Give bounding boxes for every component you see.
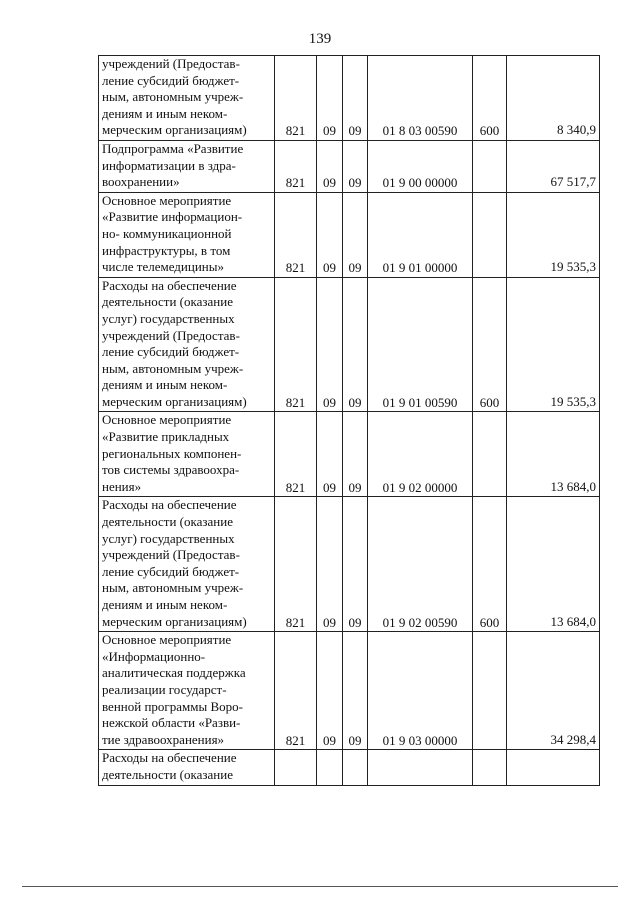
table-row xyxy=(99,412,600,497)
table-row xyxy=(99,140,600,192)
table-row xyxy=(99,632,600,750)
amount-value: 19 535,3 xyxy=(507,277,600,412)
ministry-code: 821 xyxy=(275,56,317,141)
ministry-code: 821 xyxy=(275,140,317,192)
row-name: Расходы на обеспечение деятельности (оказание xyxy=(102,750,237,782)
subsection-code: 09 xyxy=(343,56,368,141)
subsection-code: 09 xyxy=(343,497,368,632)
ministry-code xyxy=(275,750,317,785)
expense-type-code xyxy=(473,140,507,192)
subsection-code xyxy=(343,750,368,785)
amount-value: 34 298,4 xyxy=(507,632,600,750)
amount-value: 67 517,7 xyxy=(507,140,600,192)
section-code: 09 xyxy=(317,497,343,632)
amount-value: 13 684,0 xyxy=(507,412,600,497)
amount-value xyxy=(507,750,600,785)
target-item-code: 01 9 03 00000 xyxy=(368,632,473,750)
row-name: Расходы на обеспечение деятельности (оказание услуг) государственных учреждений (Предостав- ление субсидий бюджет- ным, автономным учреж- дениям и иным неком- мерческим организациям) xyxy=(102,277,247,409)
expense-type-code: 600 xyxy=(473,497,507,632)
target-item-code: 01 9 01 00590 xyxy=(368,277,473,412)
expense-type-code xyxy=(473,412,507,497)
section-code: 09 xyxy=(317,412,343,497)
table-row xyxy=(99,750,600,785)
section-code: 09 xyxy=(317,632,343,750)
target-item-code: 01 9 02 00590 xyxy=(368,497,473,632)
table-row xyxy=(99,277,600,412)
amount-value: 8 340,9 xyxy=(507,56,600,141)
table-row xyxy=(99,56,600,141)
table-row xyxy=(99,192,600,277)
expense-type-code: 600 xyxy=(473,277,507,412)
ministry-code: 821 xyxy=(275,632,317,750)
section-code: 09 xyxy=(317,140,343,192)
target-item-code xyxy=(368,750,473,785)
row-name: учреждений (Предостав- ление субсидий бюджет- ным, автономным учреж- дениям и иным неком- мерческим организациям) xyxy=(102,56,247,138)
target-item-code: 01 8 03 00590 xyxy=(368,56,473,141)
row-name: Подпрограмма «Развитие информатизации в здра- воохранении» xyxy=(102,140,244,190)
ministry-code: 821 xyxy=(275,412,317,497)
target-item-code: 01 9 01 00000 xyxy=(368,192,473,277)
table-row xyxy=(99,497,600,632)
row-name: Расходы на обеспечение деятельности (оказание услуг) государственных учреждений (Предостав- ление субсидий бюджет- ным, автономным учреж- дениям и иным неком- мерческим организациям) xyxy=(102,497,247,629)
subsection-code: 09 xyxy=(343,140,368,192)
expense-type-code xyxy=(473,192,507,277)
section-code xyxy=(317,750,343,785)
target-item-code: 01 9 00 00000 xyxy=(368,140,473,192)
target-item-code: 01 9 02 00000 xyxy=(368,412,473,497)
row-name: Основное мероприятие «Развитие прикладных региональных компонен- тов системы здравоохра- нения» xyxy=(102,412,242,494)
subsection-code: 09 xyxy=(343,192,368,277)
budget-table xyxy=(98,55,600,786)
amount-value: 19 535,3 xyxy=(507,192,600,277)
ministry-code: 821 xyxy=(275,192,317,277)
row-name: Основное мероприятие «Информационно- аналитическая поддержка реализации государст- венной программы Воро- нежской области «Разви- тие здравоохранения» xyxy=(102,632,246,747)
expense-type-code: 600 xyxy=(473,56,507,141)
section-code: 09 xyxy=(317,277,343,412)
ministry-code: 821 xyxy=(275,277,317,412)
ministry-code: 821 xyxy=(275,497,317,632)
subsection-code: 09 xyxy=(343,277,368,412)
section-code: 09 xyxy=(317,56,343,141)
section-code: 09 xyxy=(317,192,343,277)
row-name: Основное мероприятие «Развитие информацион- но- коммуникационной инфраструктуры, в том числе телемедицины» xyxy=(102,192,243,275)
page-bottom-rule xyxy=(22,886,618,887)
page-number: 139 xyxy=(308,31,332,47)
subsection-code: 09 xyxy=(343,412,368,497)
amount-value: 13 684,0 xyxy=(507,497,600,632)
expense-type-code xyxy=(473,632,507,750)
expense-type-code xyxy=(473,750,507,785)
subsection-code: 09 xyxy=(343,632,368,750)
